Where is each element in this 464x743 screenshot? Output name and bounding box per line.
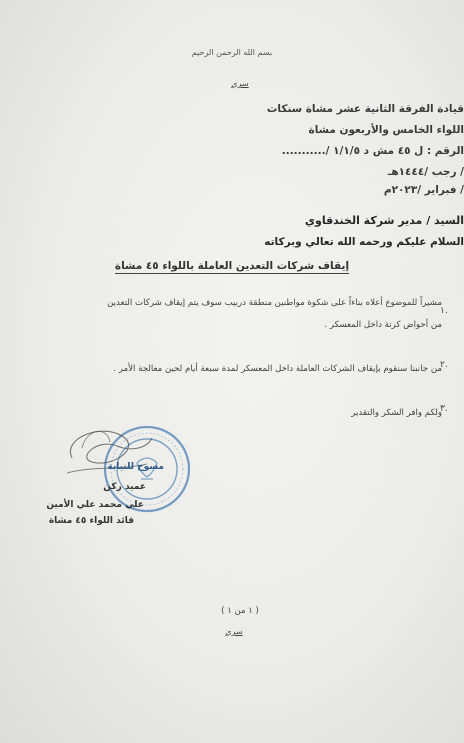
paragraph-number-2: ٢. xyxy=(440,360,448,370)
paragraph-1-line-1: مشيراً للموضوع أعلاه بناءاً على شكوة مواطنين منطقة دربيب سوف يتم إيقاف شركات التعدين xyxy=(107,298,442,308)
signatory-name: علي محمد علي الأمين xyxy=(46,500,144,510)
signatory-title: قائد اللواء ٤٥ مشاة xyxy=(48,516,134,526)
paragraph-2-line-1: من جانبنا سنقوم بإيقاف الشركات العاملة داخل المعسكر لمدة سبعة أيام لحين معالجة الأمر . xyxy=(113,364,442,374)
subject-text: إيقاف شركات التعدين العاملة باللواء ٤٥ مشاة xyxy=(114,260,350,272)
header-brigade: اللواء الخامس والأربعون مشاة xyxy=(308,124,464,136)
header-gregorian-date: / فبراير /٢٠٢٣م xyxy=(383,184,464,196)
classification-bottom: سري xyxy=(225,627,243,636)
paragraph-3-line-1: ولكم وافر الشكر والتقدير xyxy=(351,408,442,418)
header-hijri-date: / رجب /١٤٤٤هـ xyxy=(387,166,464,178)
subject-line xyxy=(0,260,464,272)
greeting-line: السلام عليكم ورحمه الله تعالي وبركاته xyxy=(264,236,464,248)
signature-handwritten-note: مسوح للنيابة xyxy=(107,462,164,472)
basmala: بسم الله الرحمن الرحيم xyxy=(191,48,273,57)
paragraph-1-line-2: من أحواض كرتة داخل المعسكر . xyxy=(324,320,442,330)
signatory-rank: عميد ركن xyxy=(103,482,146,492)
addressee-line: السيد / مدير شركة الخندقاوي xyxy=(304,214,464,227)
page-number: ( ١ من ١ ) xyxy=(221,606,259,616)
classification-top: سري xyxy=(231,79,249,88)
paragraph-number-1: ١. xyxy=(440,306,448,316)
paragraph-number-3: ٣. xyxy=(440,404,448,414)
header-reference-number: الرقم : ل ٤٥ مش د ١/١/٥ /........... xyxy=(281,145,464,157)
header-division: قيادة الفرقة الثانية عشر مشاة سنكات xyxy=(266,103,464,115)
